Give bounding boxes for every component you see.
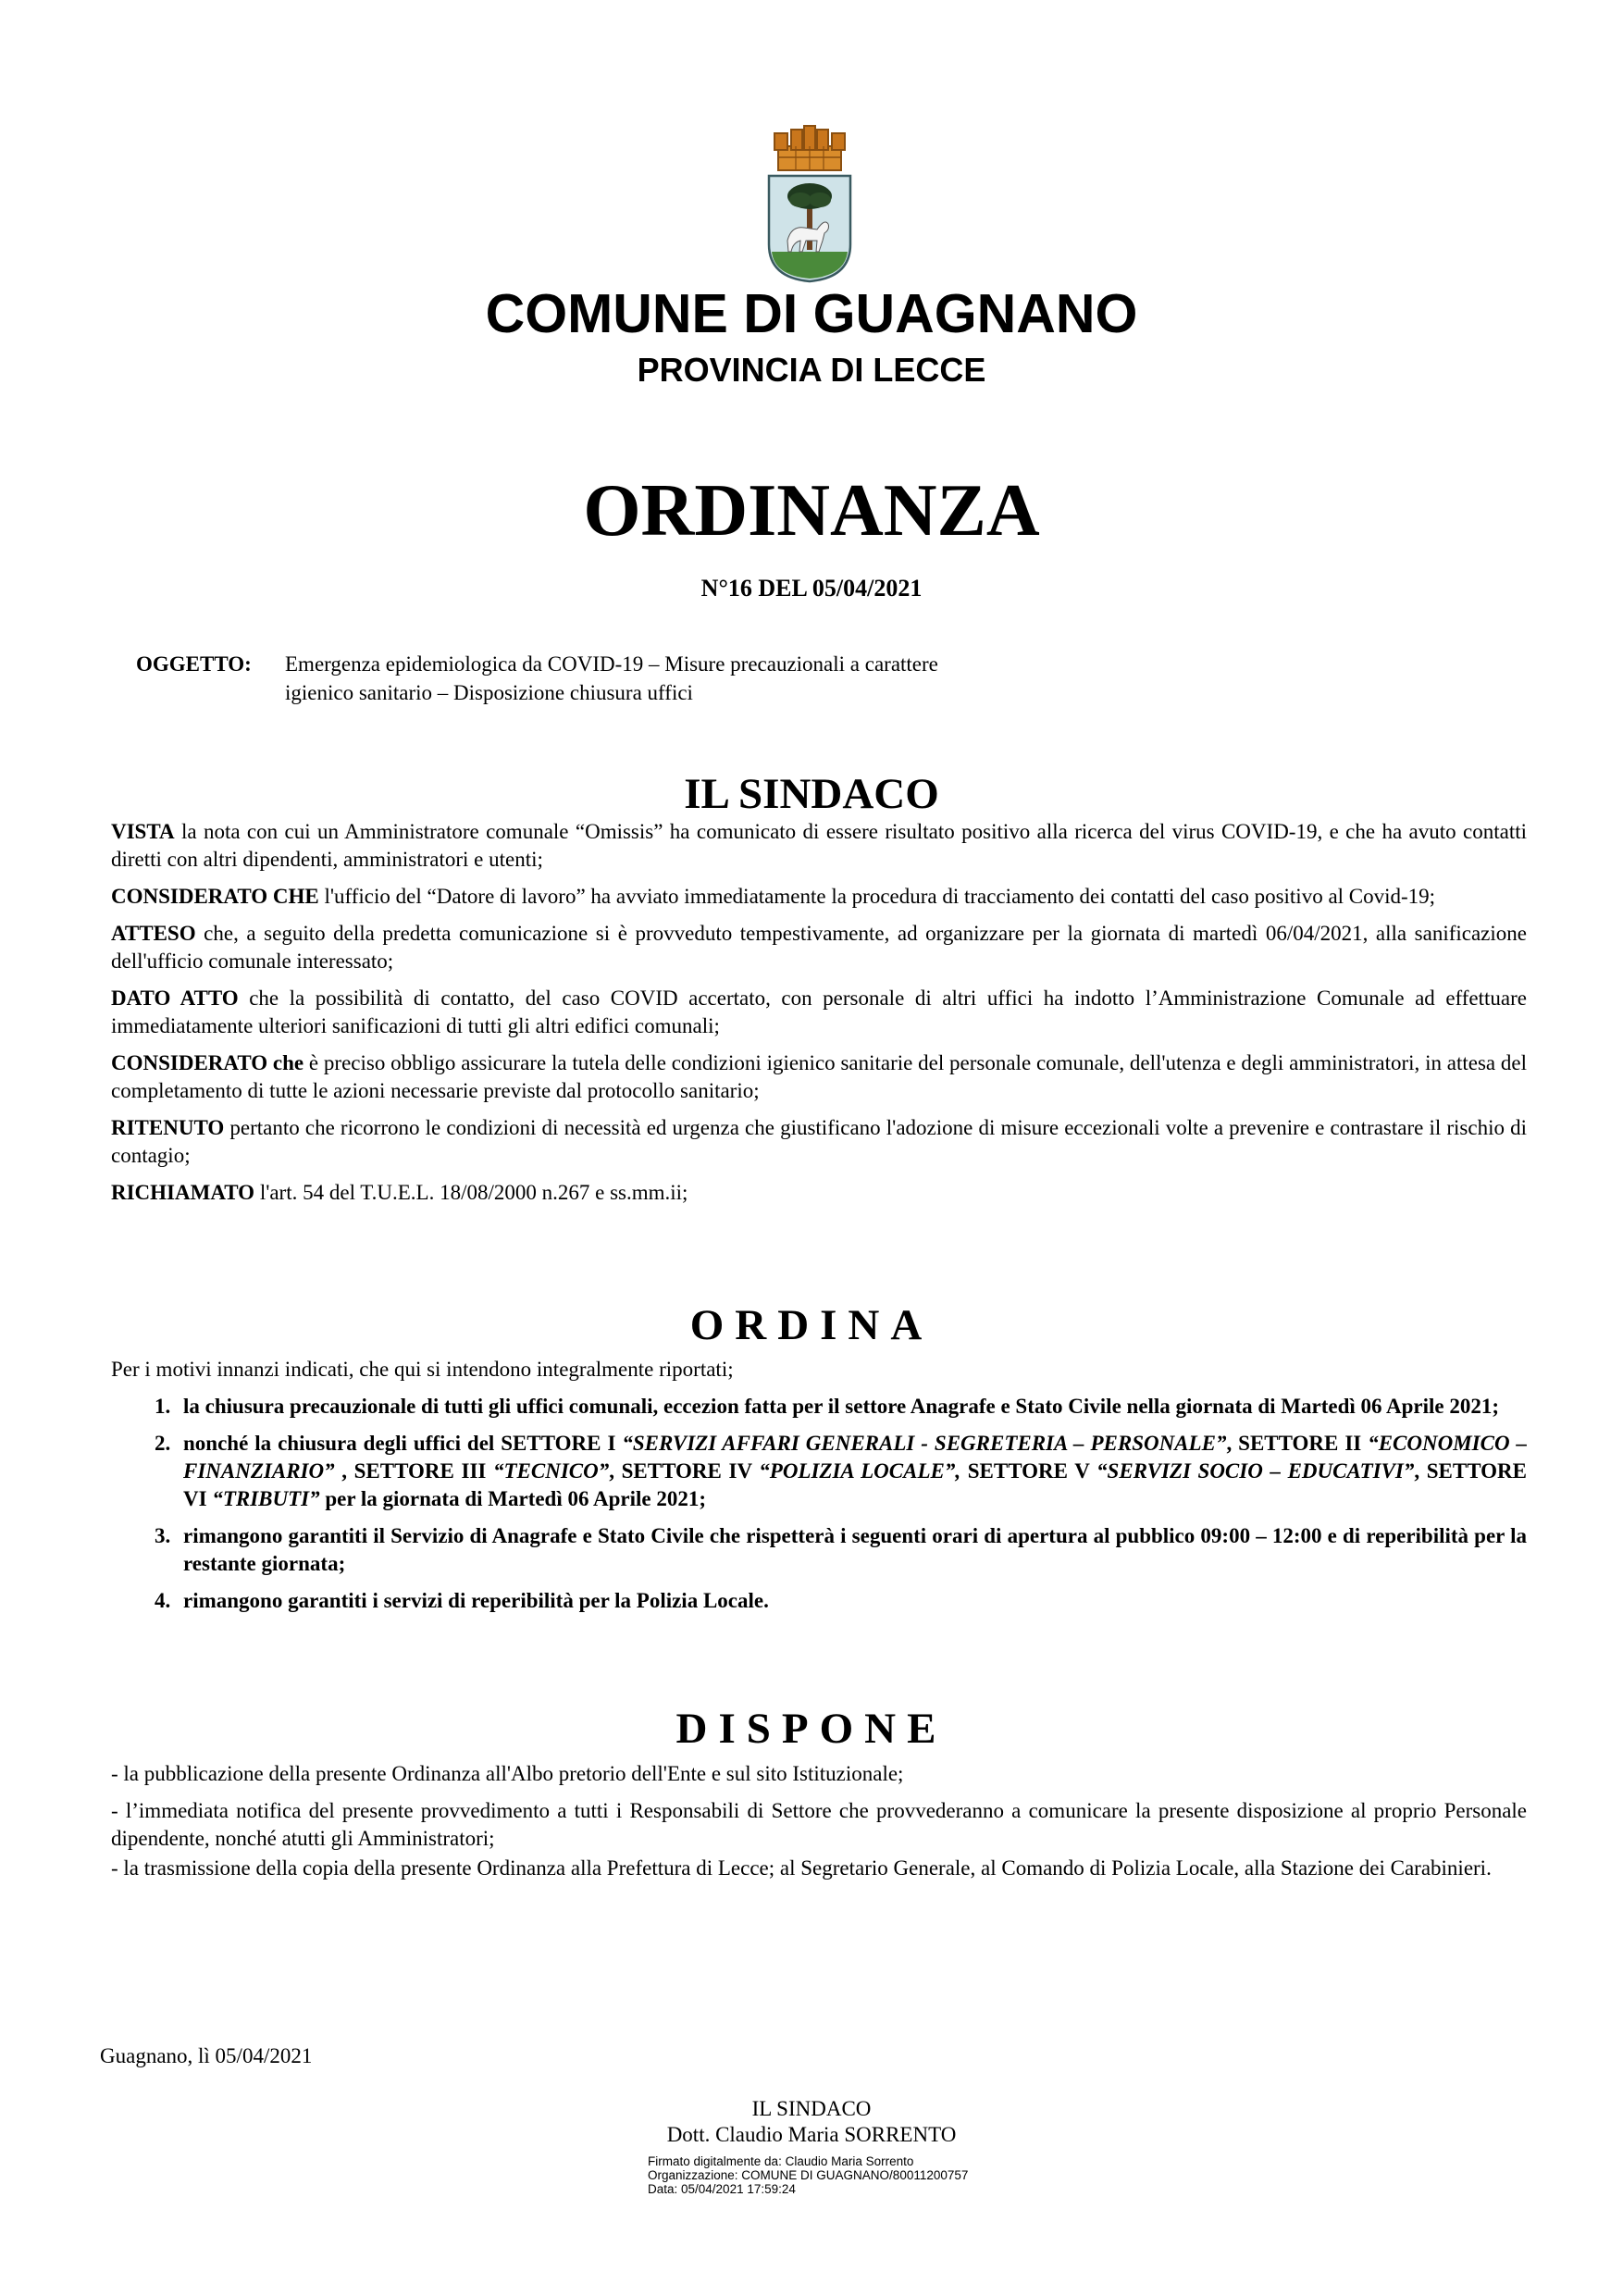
ordinance-number-date: N°16 DEL 05/04/2021 — [700, 575, 923, 602]
municipality-title: COMUNE DI GUAGNANO — [485, 283, 1138, 344]
ordina-intro: Per i motivi innanzi indicati, che qui si intendono integralmente riportati; — [111, 1358, 734, 1381]
subject-text — [285, 650, 1044, 707]
digital-signature-note — [648, 2154, 968, 2196]
digital-signature-line: Data: 05/04/2021 17:59:24 — [648, 2182, 796, 2196]
dispone-block — [111, 1760, 1527, 1892]
premise-paragraph: RITENUTO pertanto che ricorrono le condizioni di necessità ed urgenza che giustificano l'adozione di misure eccezionali volte a prevenire e contrastare il rischio di contagio; — [111, 1116, 1527, 1167]
province-subtitle: PROVINCIA DI LECCE — [637, 351, 986, 389]
premise-paragraph: RICHIAMATO l'art. 54 del T.U.E.L. 18/08/2000 n.267 e ss.mm.ii; — [111, 1181, 688, 1204]
dispone-item: - la trasmissione della copia della presente Ordinanza alla Prefettura di Lecce; al Segretario Generale, al Comando di Polizia Locale, alla Stazione dei Carabinieri. — [111, 1856, 1492, 1880]
subject-line-1: Emergenza epidemiologica da COVID-19 – Misure precauzionali a carattere — [285, 652, 938, 676]
signature-title: IL SINDACO — [751, 2097, 872, 2120]
ordina-item-2: 2. nonché la chiusura degli uffici del SETTORE I “SERVIZI AFFARI GENERALI - SEGRETERIA – PERSONALE”, SETTORE II “ECONOMICO – FINANZIARIO” , SETTORE III “TECNICO”, SETTORE IV “POLIZIA LOCALE”, SETTORE V “SERVIZI SOCIO – EDUCATIVI”, SETTORE VI “TRIBUTI” per la giornata di Martedì 06 Aprile 2021; — [176, 1430, 1527, 1513]
subject-line-2: igienico sanitario – Disposizione chiusura uffici — [285, 681, 693, 704]
digital-signature-line: Organizzazione: COMUNE DI GUAGNANO/80011200757 — [648, 2168, 969, 2182]
premise-paragraph: CONSIDERATO CHE l'ufficio del “Datore di lavoro” ha avviato immediatamente la procedura di tracciamento dei contatti del caso positivo al Covid-19; — [111, 885, 1436, 908]
document-title: ORDINANZA — [583, 470, 1040, 552]
place-date: Guagnano, lì 05/04/2021 — [100, 2044, 313, 2067]
ordina-heading: ORDINA — [689, 1301, 934, 1349]
premise-paragraph: VISTA la nota con cui un Amministratore comunale “Omissis” ha comunicato di essere risultato positivo alla ricerca del virus COVID-19, e che ha avuto contatti diretti con altri dipendenti, amministratori e utenti; — [111, 820, 1527, 871]
crown-icon — [774, 126, 845, 170]
ordina-block — [111, 1356, 1527, 1624]
dispone-heading: DISPONE — [675, 1705, 948, 1753]
dispone-item: - la pubblicazione della presente Ordinanza all'Albo pretorio dell'Ente e sul sito Istituzionale; — [111, 1762, 904, 1785]
signatory-name: Dott. Claudio Maria SORRENTO — [666, 2123, 957, 2146]
digital-signature-line: Firmato digitalmente da: Claudio Maria Sorrento — [648, 2154, 914, 2168]
ordina-item-3: 3. rimangono garantiti il Servizio di Anagrafe e Stato Civile che rispetterà i seguenti orari di apertura al pubblico 09:00 – 12:00 e di reperibilità per la restante giornata; — [176, 1522, 1527, 1578]
ordina-list — [111, 1393, 1527, 1615]
premise-paragraph: ATTESO che, a seguito della predetta comunicazione si è provveduto tempestivamente, ad organizzare per la giornata di martedì 06/04/2021, alla sanificazione dell'ufficio comunale interessato; — [111, 922, 1527, 973]
subject-label: OGGETTO: — [136, 652, 252, 676]
coat-of-arms-icon — [763, 122, 856, 284]
ordina-item-1: 1. la chiusura precauzionale di tutti gli uffici comunali, eccezion fatta per il settore Anagrafe e Stato Civile nella giornata di Martedì 06 Aprile 2021; — [176, 1393, 1527, 1421]
premises-block — [111, 818, 1527, 1216]
dispone-item: - l’immediata notifica del presente provvedimento a tutti i Responsabili di Settore che provvederanno a comunicare la presente disposizione al proprio Personale dipendente, nonché atutti gli Amministratori; — [111, 1799, 1527, 1850]
premise-paragraph: DATO ATTO che la possibilità di contatto, del caso COVID accertato, con personale di altri uffici ha indotto l’Amministrazione Comunale ad effettuare immediatamente ulteriori sanificazioni di tutti gli altri edifici comunali; — [111, 987, 1527, 1037]
mayor-heading: IL SINDACO — [684, 770, 939, 818]
ordina-item-4: 4. rimangono garantiti i servizi di reperibilità per la Polizia Locale. — [176, 1587, 1527, 1615]
premise-paragraph: CONSIDERATO che è preciso obbligo assicurare la tutela delle condizioni igienico sanitarie del personale comunale, dell'utenza e degli amministratori, in attesa del completamento di tutte le azioni necessarie previste dal protocollo sanitario; — [111, 1051, 1527, 1102]
